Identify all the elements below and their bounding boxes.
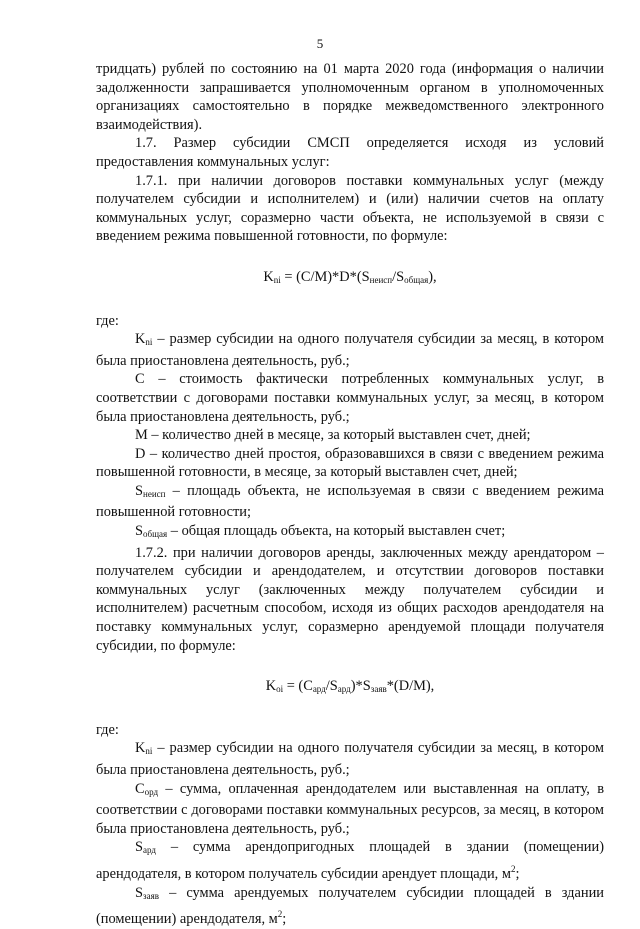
- formula-1-lhs: K: [263, 268, 274, 285]
- definition-c-ord: [96, 780, 604, 839]
- paragraph-1-7-1: 1.7.1. при наличии договоров поставки коммунальных услуг (между получателем субсидии и исполнителем) и (или) наличии счетов на оплату коммунальных услуг, соразмерно части объекта, не используемой в связи с введением режима повышенной готовности, по формуле:: [96, 172, 604, 245]
- formula-1-lhs-sub: ni: [273, 274, 281, 285]
- symbol: S: [135, 839, 144, 856]
- symbol: S: [135, 523, 144, 540]
- formula-1-end: ),: [428, 268, 437, 285]
- formula-1: [96, 268, 604, 290]
- formula-2-lhs: K: [265, 678, 277, 695]
- definition-text: – сумма арендуемых получателем субсидии площадей в здании (помещении) арендодателя, м: [96, 884, 604, 928]
- symbol: K: [135, 331, 146, 348]
- definition-text: – сумма, оплаченная арендодателем или выставленная на оплату, в соответствии с договорами поставки коммунальных ресурсов, за месяц, в котором была приостановлена деятельность, руб.;: [96, 780, 604, 837]
- formula-1-slash: /S: [392, 268, 405, 285]
- page-number: 5: [316, 36, 324, 51]
- paragraph-intro: тридцать) рублей по состоянию на 01 марта 2020 года (информация о наличии задолженности запрашивается уполномоченным органом в уполномоченных организациях самостоятельно в порядке межведомственного электронного взаимодействия).: [96, 61, 604, 133]
- definition-text: – размер субсидии на одного получателя субсидии за месяц, в котором была приостановлена деятельность, руб.;: [96, 740, 604, 778]
- definition-text: – сумма арендопригодных площадей в здании (помещении) арендодателя, в котором получатель субсидии арендует площади, м: [96, 839, 604, 882]
- symbol: C: [135, 780, 145, 797]
- formula-2: [96, 677, 604, 699]
- symbol-sub: ni: [145, 337, 153, 348]
- definition-text: – площадь объекта, не используемая в связи с введением режима повышенной готовности;: [96, 482, 604, 521]
- formula-2-sub-1: ард: [312, 684, 326, 695]
- definition-s-ard: [96, 838, 604, 883]
- definition-tail: ;: [282, 911, 287, 928]
- definition-s-neisp: [96, 482, 604, 522]
- formula-2-sub-2: ард: [337, 684, 351, 695]
- definition-m: М – количество дней в месяце, за который выставлен счет, дней;: [135, 427, 531, 444]
- symbol-sub: заяв: [143, 890, 159, 901]
- symbol: K: [135, 740, 146, 757]
- definition-kni: [96, 330, 604, 370]
- formula-1-mid: = (C/M)*D*(S: [280, 268, 370, 285]
- symbol-sub: общая: [143, 529, 168, 540]
- symbol-sub: ni: [145, 746, 153, 757]
- definition-text: – размер субсидии на одного получателя субсидии за месяц, в котором была приостановлена деятельность, руб.;: [96, 331, 604, 369]
- symbol-sub: неисп: [143, 488, 166, 499]
- definition-kni-2: [96, 739, 604, 779]
- where-label-2: где:: [96, 721, 119, 738]
- paragraph-1-7-2: 1.7.2. при наличии договоров аренды, заключенных между арендатором – получателем субсидии и арендодателем, и отсутствии договоров поставки коммунальных услуг (заключенных между получателем субсидии и исполнителем) расчетным способом, исходя из общих расходов арендодателя на поставку коммунальных услуг, соразмерно арендуемой площади получателя субсидии, по формуле:: [96, 544, 604, 654]
- formula-2-lhs-sub: oi: [276, 684, 284, 695]
- document-body: [96, 60, 604, 929]
- superscript: 2: [511, 863, 516, 874]
- superscript: 2: [277, 909, 283, 920]
- formula-1-sub-1: неисп: [369, 274, 393, 285]
- symbol: S: [135, 482, 144, 499]
- symbol-sub: орд: [144, 786, 159, 797]
- formula-2-slash: /S: [325, 678, 338, 695]
- symbol-sub: ард: [143, 845, 156, 856]
- formula-2-end: *(D/M),: [386, 678, 435, 695]
- formula-2-sub-3: заяв: [370, 684, 387, 695]
- definition-c: С – стоимость фактически потребленных коммунальных услуг, в соответствии с договорами поставки коммунальных услуг, за месяц, в котором была приостановлена деятельность, руб.;: [96, 371, 604, 425]
- formula-2-mid-2: )*S: [350, 678, 371, 695]
- definition-tail: ;: [515, 865, 520, 882]
- definition-d: D – количество дней простоя, образовавшихся в связи с введением режима повышенной готовности, в месяце, за который выставлен счет, дней;: [96, 445, 604, 481]
- definition-s-zayav: [96, 884, 604, 929]
- definition-s-obshaya: [96, 522, 604, 544]
- symbol: S: [135, 884, 144, 901]
- paragraph-1-7: 1.7. Размер субсидии СМСП определяется исходя из условий предоставления коммунальных услуг:: [96, 135, 604, 170]
- formula-1-sub-2: общая: [404, 274, 429, 285]
- where-label-1: где:: [96, 312, 119, 329]
- formula-2-mid: = (C: [283, 678, 313, 695]
- definition-text: – общая площадь объекта, на который выставлен счет;: [167, 523, 506, 540]
